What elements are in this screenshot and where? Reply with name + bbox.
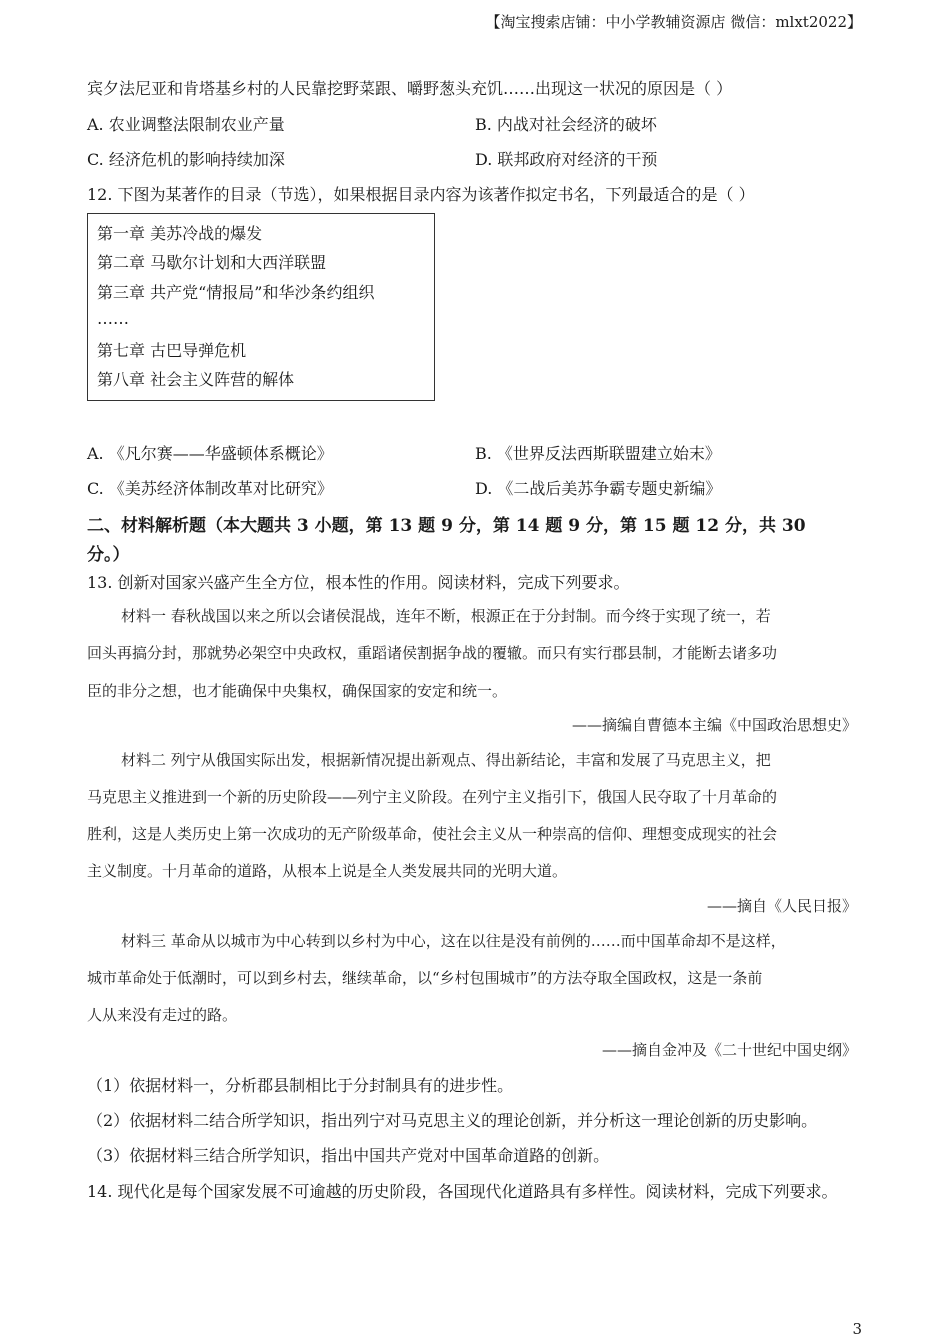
q12-option-b: B. 《世界反法西斯联盟建立始末》 (475, 444, 721, 463)
material-1-line: 臣的非分之想，也才能确保中央集权，确保国家的安定和统一。 (87, 682, 508, 700)
material-2-line: 材料二 列宁从俄国实际出发，根据新情况提出新观点、得出新结论，丰富和发展了马克思主义，把 (121, 751, 771, 769)
material-3-line: 城市革命处于低潮时，可以到乡村去，继续革命，以“乡村包围城市”的方法夺取全国政权，这是一条前 (87, 969, 763, 987)
q11-option-d: D. 联邦政府对经济的干预 (475, 150, 658, 169)
q14-stem: 14. 现代化是每个国家发展不可逾越的历史阶段，各国现代化道路具有多样性。阅读材料，完成下列要求。 (87, 1182, 838, 1201)
toc-line: 第三章 共产党“情报局”和华沙条约组织 (97, 283, 375, 302)
q13-sub-question-1: （1）依据材料一，分析郡县制相比于分封制具有的进步性。 (87, 1076, 514, 1095)
toc-line: 第七章 古巴导弹危机 (97, 341, 247, 360)
material-1-line: 材料一 春秋战国以来之所以会诸侯混战，连年不断，根源正在于分封制。而今终于实现了统一，若 (121, 607, 771, 625)
q12-option-a: A. 《凡尔赛——华盛顿体系概论》 (87, 444, 333, 463)
material-2-line: 胜利，这是人类历史上第一次成功的无产阶级革命，使社会主义从一种崇高的信仰、理想变成现实的社会 (87, 825, 778, 843)
page-number: 3 (852, 1320, 862, 1338)
toc-line: …… (97, 309, 129, 328)
q13-sub-question-3: （3）依据材料三结合所学知识，指出中国共产党对中国革命道路的创新。 (87, 1146, 610, 1165)
material-3-line: 人从来没有走过的路。 (87, 1006, 238, 1024)
material-3-source: ——摘自金冲及《二十世纪中国史纲》 (601, 1041, 857, 1059)
q12-stem: 12. 下图为某著作的目录（节选），如果根据目录内容为该著作拟定书名，下列最适合的是（ ） (87, 185, 755, 204)
section-title-cont: 分。） (87, 545, 130, 565)
q11-option-b: B. 内战对社会经济的破坏 (475, 115, 657, 134)
material-2-source: ——摘自《人民日报》 (706, 897, 857, 915)
q11-stem: 宾夕法尼亚和肯塔基乡村的人民靠挖野菜跟、嚼野葱头充饥……出现这一状况的原因是（ ） (87, 79, 733, 98)
q13-stem: 13. 创新对国家兴盛产生全方位，根本性的作用。阅读材料，完成下列要求。 (87, 573, 630, 592)
toc-line: 第二章 马歇尔计划和大西洋联盟 (97, 253, 327, 272)
q12-option-c: C. 《美苏经济体制改革对比研究》 (87, 479, 333, 498)
q11-option-a: A. 农业调整法限制农业产量 (87, 115, 285, 134)
material-1-source: ——摘编自曹德本主编《中国政治思想史》 (571, 716, 857, 734)
material-2-line: 主义制度。十月革命的道路，从根本上说是全人类发展共同的光明大道。 (87, 862, 568, 880)
toc-line: 第一章 美苏冷战的爆发 (97, 224, 263, 243)
material-2-line: 马克思主义推进到一个新的历史阶段——列宁主义阶段。在列宁主义指引下，俄国人民夺取了十月革命的 (87, 788, 778, 806)
page-header: 【淘宝搜索店铺：中小学教辅资源店 微信：mlxt2022】 (485, 13, 862, 31)
table-of-contents-box (87, 213, 435, 401)
toc-line: 第八章 社会主义阵营的解体 (97, 370, 295, 389)
section-title: 二、材料解析题（本大题共 3 小题，第 13 题 9 分，第 14 题 9 分，第 15 题 12 分，共 30 (87, 516, 806, 536)
material-3-line: 材料三 革命从以城市为中心转到以乡村为中心，这在以往是没有前例的……而中国革命却不是这样， (121, 932, 786, 950)
material-1-line: 回头再搞分封，那就势必架空中央政权，重蹈诸侯割据争战的覆辙。而只有实行郡县制，才能断去诸多功 (87, 644, 778, 662)
q13-sub-question-2: （2）依据材料二结合所学知识，指出列宁对马克思主义的理论创新，并分析这一理论创新的历史影响。 (87, 1111, 818, 1130)
q12-option-d: D. 《二战后美苏争霸专题史新编》 (475, 479, 722, 498)
q11-option-c: C. 经济危机的影响持续加深 (87, 150, 285, 169)
